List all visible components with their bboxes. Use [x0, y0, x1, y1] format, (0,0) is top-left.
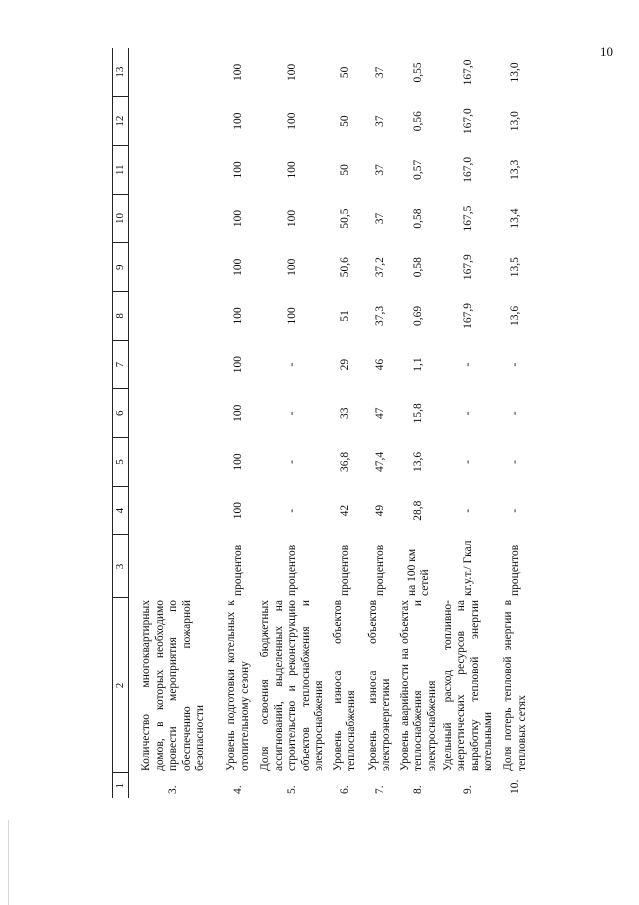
value-cell: - — [508, 508, 521, 513]
value-cell: 1,1 — [412, 357, 425, 372]
row-number: 9. — [461, 785, 474, 794]
scan-edge-line — [8, 820, 9, 905]
column-header: 10 — [113, 194, 129, 243]
value-cell: 42 — [338, 504, 351, 517]
value-cell: - — [286, 460, 299, 464]
unit-cell: процентов — [508, 544, 521, 596]
value-cell: 100 — [231, 258, 244, 276]
indicators-table — [112, 48, 535, 798]
value-cell — [129, 145, 220, 194]
value-cell: 0,58 — [412, 208, 425, 229]
indicator-name: Количество многоквартирных домов, в которых необходимо провести мероприятия по обеспечению пожарной безопасности — [140, 599, 207, 771]
value-cell: - — [508, 362, 521, 367]
row-number: 3. — [167, 785, 180, 794]
value-cell: 100 — [231, 453, 244, 471]
value-cell: 100 — [286, 258, 299, 276]
value-cell — [129, 486, 220, 535]
value-cell: 100 — [231, 161, 244, 179]
value-cell: 13,0 — [508, 111, 521, 132]
unit-cell: процентов — [338, 544, 351, 596]
value-cell: 49 — [373, 504, 386, 517]
value-cell: 13,3 — [508, 159, 521, 180]
value-cell: 37,3 — [373, 305, 386, 326]
value-cell: - — [461, 460, 474, 464]
value-cell: 29 — [338, 358, 351, 371]
unit-cell: процентов — [231, 544, 244, 596]
value-cell — [129, 389, 220, 438]
value-cell: 100 — [231, 307, 244, 325]
indicator-name: Уровень износа объектов электроэнергетики — [366, 599, 393, 771]
row-number: 6. — [338, 785, 351, 794]
value-cell: 167,0 — [461, 156, 474, 183]
value-cell: - — [461, 362, 474, 367]
value-cell: 37 — [373, 212, 386, 225]
indicator-name: Удельный расход топливно-энергетических ресурсов на выработку тепловой энергии котельными — [441, 599, 495, 771]
value-cell — [129, 292, 220, 341]
value-cell: 50 — [338, 66, 351, 79]
value-cell: 37 — [373, 115, 386, 127]
value-cell: 13,0 — [508, 62, 521, 83]
column-header: 6 — [113, 389, 129, 438]
value-cell: 167,0 — [461, 108, 474, 135]
header-row — [113, 48, 129, 798]
value-cell: 167,5 — [461, 205, 474, 232]
value-cell: 100 — [286, 161, 299, 179]
value-cell: - — [508, 460, 521, 464]
rotated-table-container — [112, 48, 639, 798]
value-cell: 100 — [286, 209, 299, 228]
value-cell — [129, 243, 220, 292]
value-cell: 28,8 — [412, 500, 425, 521]
table-row — [129, 48, 220, 798]
value-cell: 100 — [286, 112, 299, 130]
column-header: 12 — [113, 97, 129, 146]
column-header: 7 — [113, 340, 129, 389]
column-header: 11 — [113, 145, 129, 194]
table-row — [441, 48, 497, 798]
indicator-name: Доля потерь тепловой энергии в тепловых сетях — [502, 599, 528, 771]
value-cell: - — [508, 411, 521, 416]
indicator-name: Уровень износа объектов теплоснабжения — [331, 599, 358, 771]
table-row — [258, 48, 328, 798]
table-row — [398, 48, 441, 798]
value-cell: 100 — [286, 307, 299, 325]
value-cell: 0,56 — [412, 111, 425, 132]
value-cell: 50 — [338, 164, 351, 176]
table-row — [497, 48, 535, 798]
value-cell: - — [286, 411, 299, 416]
value-cell: - — [461, 411, 474, 416]
value-cell — [129, 438, 220, 487]
value-cell: 167,9 — [461, 302, 474, 329]
value-cell: 50 — [338, 115, 351, 127]
unit-cell — [129, 535, 220, 598]
page-number: 10 — [600, 44, 613, 59]
value-cell — [129, 194, 220, 243]
unit-cell: процентов — [373, 544, 386, 596]
value-cell: 0,69 — [412, 305, 425, 326]
value-cell: 47 — [373, 407, 386, 420]
value-cell: 100 — [286, 63, 299, 82]
value-cell: 37 — [373, 164, 386, 176]
column-header: 2 — [113, 598, 129, 773]
value-cell: 33 — [338, 407, 351, 420]
value-cell: 13,5 — [508, 257, 521, 278]
value-cell: 167,9 — [461, 254, 474, 281]
row-number: 7. — [373, 785, 386, 794]
column-header: 1 — [113, 773, 129, 798]
column-header: 9 — [113, 243, 129, 292]
row-number: 4. — [231, 785, 244, 794]
value-cell: 37 — [373, 66, 386, 79]
value-cell: 100 — [231, 112, 244, 130]
table-row — [363, 48, 398, 798]
value-cell: - — [286, 508, 299, 513]
row-number: 10. — [508, 779, 521, 794]
value-cell: 0,57 — [412, 159, 425, 180]
value-cell: 46 — [373, 358, 386, 371]
value-cell: 100 — [231, 404, 244, 422]
value-cell: 167,0 — [461, 59, 474, 86]
value-cell: 37,2 — [373, 257, 386, 278]
value-cell: 50,5 — [338, 208, 351, 229]
value-cell: - — [461, 508, 474, 513]
value-cell: 100 — [231, 63, 244, 82]
value-cell: 15,8 — [412, 403, 425, 424]
value-cell: 100 — [231, 355, 244, 374]
value-cell — [129, 340, 220, 389]
value-cell: 13,4 — [508, 208, 521, 229]
value-cell: 13,6 — [412, 451, 425, 473]
row-number: 8. — [412, 785, 425, 794]
table-row — [219, 48, 258, 798]
column-header: 4 — [113, 486, 129, 535]
value-cell: 0,58 — [412, 257, 425, 278]
value-cell: 51 — [338, 310, 351, 322]
value-cell — [129, 97, 220, 146]
value-cell — [129, 48, 220, 97]
indicator-name: Уровень подготовки котельных к отопительному сезону — [224, 599, 251, 771]
indicator-name: Доля освоения бюджетных ассигнований, выделенных на строительство и реконструкцию объектов теплоснабжения и электроснабжения — [259, 599, 326, 771]
unit-cell: процентов — [286, 544, 299, 596]
value-cell: 13,6 — [508, 305, 521, 326]
indicator-name: Уровень аварийности на объектах теплоснабжения и электроснабжения — [398, 599, 438, 771]
table-row — [328, 48, 363, 798]
row-number: 5. — [286, 785, 299, 794]
value-cell: - — [286, 362, 299, 367]
column-header: 13 — [113, 48, 129, 97]
unit-cell: на 100 км сетей — [405, 548, 432, 596]
value-cell: 36,8 — [338, 451, 351, 473]
value-cell: 47,4 — [373, 451, 386, 473]
value-cell: 50,6 — [338, 257, 351, 278]
value-cell: 0,55 — [412, 62, 425, 83]
table-body — [129, 48, 535, 798]
unit-cell: кг.у.т./ Гкал — [461, 540, 474, 596]
column-header: 5 — [113, 438, 129, 487]
column-header: 3 — [113, 535, 129, 598]
column-header: 8 — [113, 292, 129, 341]
value-cell: 100 — [231, 502, 244, 520]
value-cell: 100 — [231, 209, 244, 228]
